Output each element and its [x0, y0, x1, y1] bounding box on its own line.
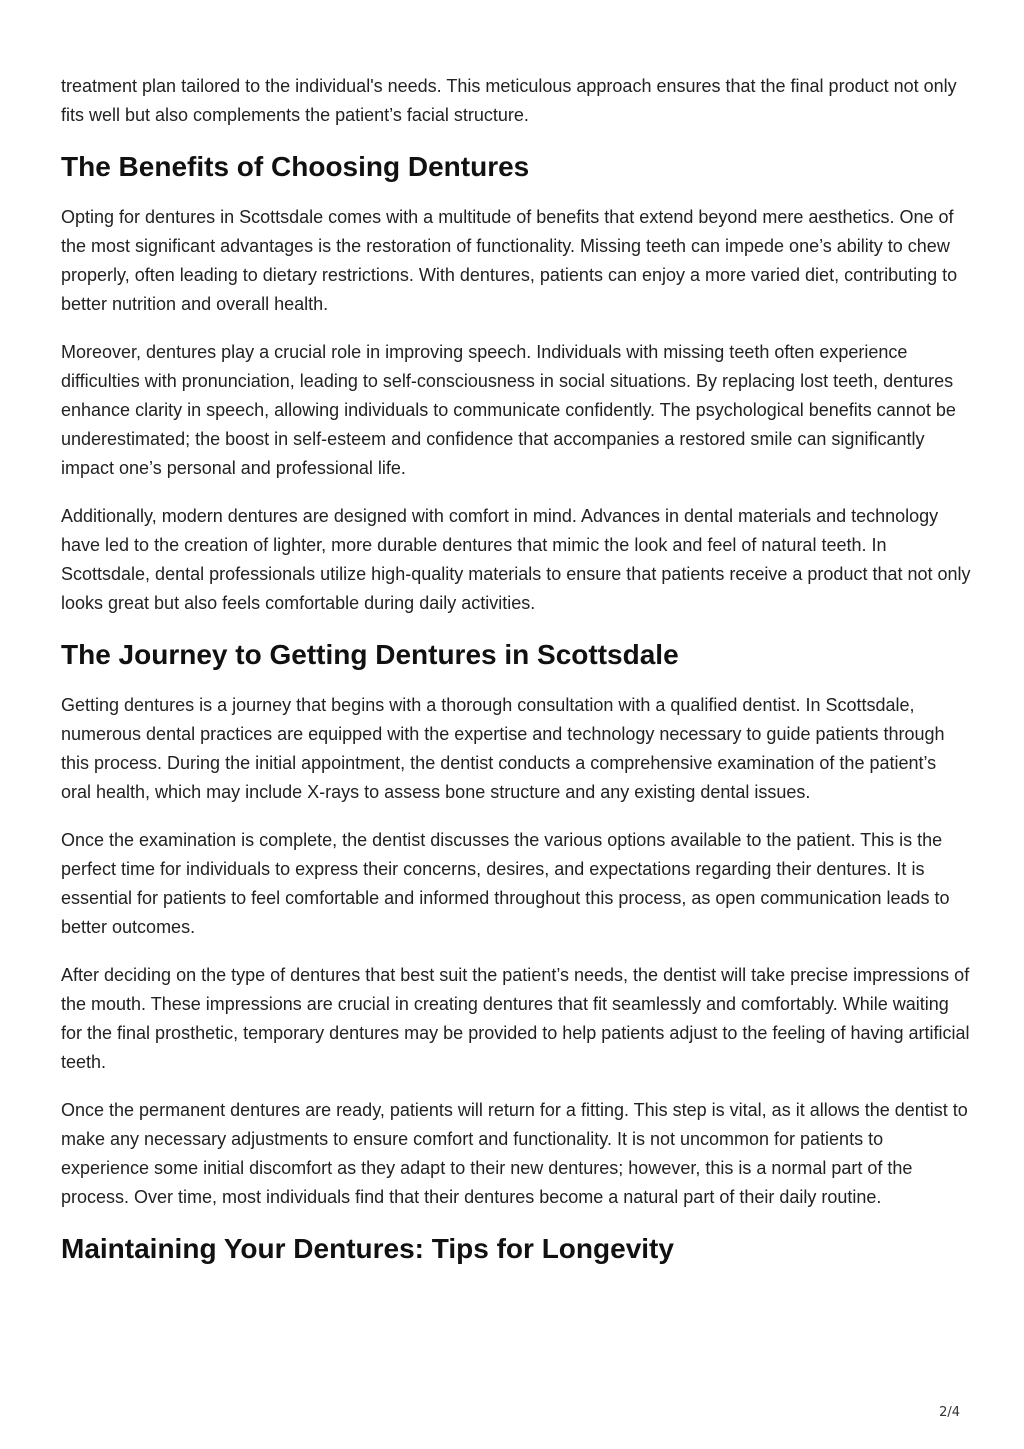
paragraph: Getting dentures is a journey that begins with a thorough consultation with a qualified dentist. In Scottsdale, numerous dental practices are equipped with the expertise and technology necessary to guide patients through this process. During the initial appointment, the dentist conducts a comprehensive examination of the patient’s oral health, which may include X-rays to assess bone structure and any existing dental issues.	[61, 695, 945, 802]
paragraph: After deciding on the type of dentures that best suit the patient’s needs, the dentist will take precise impressions of the mouth. These impressions are crucial in creating dentures that fit seamlessly and comfortably. While waiting for the final prosthetic, temporary dentures may be provided to help patients adjust to the feeling of having artificial teeth.	[61, 965, 970, 1072]
paragraph: Opting for dentures in Scottsdale comes with a multitude of benefits that extend beyond mere aesthetics. One of the most significant advantages is the restoration of functionality. Missing teeth can impede one’s ability to chew properly, often leading to dietary restrictions. With dentures, patients can enjoy a more varied diet, contributing to better nutrition and overall health.	[61, 207, 958, 314]
section-heading-journey: The Journey to Getting Dentures in Scottsdale	[61, 639, 679, 670]
paragraph: Once the examination is complete, the dentist discusses the various options available to the patient. This is the perfect time for individuals to express their concerns, desires, and expectations regarding their dentures. It is essential for patients to feel comfortable and informed throughout this process, as open communication leads to better outcomes.	[61, 830, 950, 937]
section-heading-maintaining: Maintaining Your Dentures: Tips for Longevity	[61, 1233, 674, 1264]
section-heading-benefits: The Benefits of Choosing Dentures	[61, 151, 530, 182]
intro-paragraph: treatment plan tailored to the individual's needs. This meticulous approach ensures that the final product not only fits well but also complements the patient’s facial structure.	[61, 76, 957, 125]
paragraph: Additionally, modern dentures are designed with comfort in mind. Advances in dental materials and technology have led to the creation of lighter, more durable dentures that mimic the look and feel of natural teeth. In Scottsdale, dental professionals utilize high-quality materials to ensure that patients receive a product that not only looks great but also feels comfortable during daily activities.	[61, 506, 971, 613]
page-number: 2/4	[939, 1405, 960, 1420]
paragraph: Moreover, dentures play a crucial role in improving speech. Individuals with missing teeth often experience difficulties with pronunciation, leading to self-consciousness in social situations. By replacing lost teeth, dentures enhance clarity in speech, allowing individuals to communicate confidently. The psychological benefits cannot be underestimated; the boost in self-esteem and confidence that accompanies a restored smile can significantly impact one’s personal and professional life.	[61, 342, 956, 478]
paragraph: Once the permanent dentures are ready, patients will return for a fitting. This step is vital, as it allows the dentist to make any necessary adjustments to ensure comfort and functionality. It is not uncommon for patients to experience some initial discomfort as they adapt to their new dentures; however, this is a normal part of the process. Over time, most individuals find that their dentures become a natural part of their daily routine.	[61, 1100, 968, 1207]
document-page	[61, 72, 971, 1285]
